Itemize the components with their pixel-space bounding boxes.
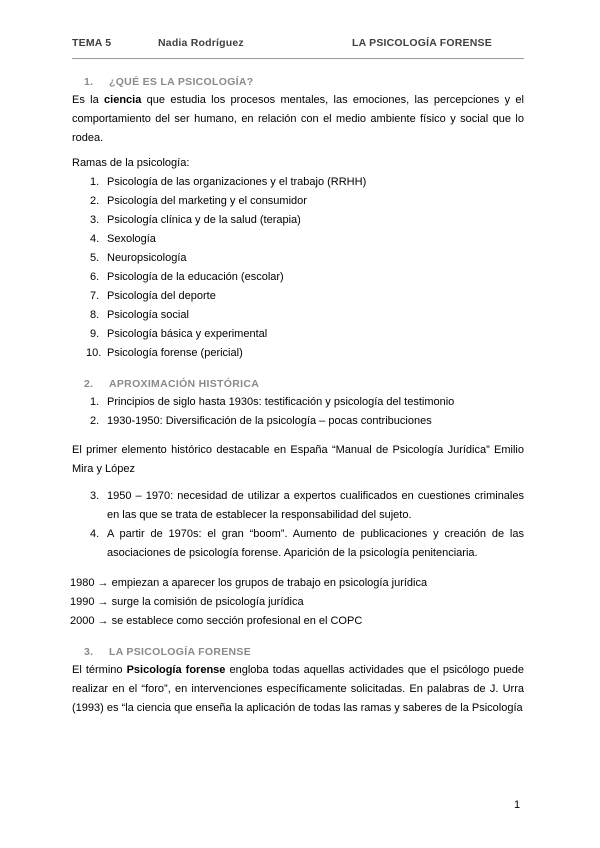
list-item (72, 487, 524, 525)
list-item (72, 287, 524, 306)
list-item (72, 211, 524, 230)
list-item-number: 4. (90, 233, 100, 245)
section-heading-2 (72, 375, 524, 393)
header-divider (72, 58, 524, 59)
list-item-text: Neuropsicología (107, 252, 187, 264)
paragraph-text: El término (72, 664, 127, 676)
list-item-text: Psicología del deporte (107, 290, 216, 302)
paragraph-text: engloba todas aquellas actividades que el psicólogo puede realizar en el “foro”, en intervenciones específicamente solicitadas. En palabras de J. Urra (1993) es “la ciencia que enseña la aplicación de todas las ramas y saberes de la Psicología (72, 664, 524, 714)
list-item-text: 1930-1950: Diversificación de la psicología – pocas contribuciones (107, 415, 432, 427)
timeline-entry: 1990 → surge la comisión de psicología jurídica (70, 596, 304, 608)
list-item (72, 230, 524, 249)
list-item-number: 4. (90, 528, 100, 540)
list-item-number: 2. (90, 415, 100, 427)
timeline-entry: 2000 → se establece como sección profesional en el COPC (70, 615, 363, 627)
list-item (72, 525, 524, 563)
list-item (72, 173, 524, 192)
section-title: ¿QUÉ ES LA PSICOLOGÍA? (109, 76, 254, 88)
list-item-text: Sexología (107, 233, 156, 245)
list-item-number: 1. (90, 396, 100, 408)
list-item-text: Psicología básica y experimental (107, 328, 268, 340)
timeline (70, 574, 524, 631)
list-item-number: 6. (90, 271, 100, 283)
list-item-text: Psicología del marketing y el consumidor (107, 195, 307, 207)
document-body (72, 69, 524, 718)
history-list-a (72, 393, 524, 431)
section1-intro (72, 91, 524, 148)
list-item-text: Psicología social (107, 309, 189, 321)
intro-text: que estudia los procesos mentales, las emociones, las percepciones y el comportamiento del ser humano, en relación con el medio ambiente físico y social que lo rodea. (72, 94, 524, 144)
list-item-text: Principios de siglo hasta 1930s: testificación y psicología del testimonio (107, 396, 455, 408)
list-item (72, 268, 524, 287)
list-item-text: 1950 – 1970: necesidad de utilizar a expertos cualificados en cuestiones criminales en las que se trata de establecer la responsabilidad del sujeto. (107, 490, 524, 521)
section-number: 3. (84, 646, 94, 658)
list-item-number: 2. (90, 195, 100, 207)
intro-text: Es la (72, 94, 105, 106)
list-item-number: 1. (90, 176, 100, 188)
list-item (72, 393, 524, 412)
list-item-number: 7. (90, 290, 100, 302)
header-topic: TEMA 5 (72, 37, 112, 49)
history-list-b (72, 487, 524, 563)
list-item-text: Psicología clínica y de la salud (terapia) (107, 214, 301, 226)
list-item (72, 412, 524, 431)
section3-paragraph (72, 661, 524, 718)
history-paragraph: El primer elemento histórico destacable en España “Manual de Psicología Jurídica” Emilio Mira y López (72, 444, 524, 475)
branches-label: Ramas de la psicología: (72, 157, 190, 169)
branches-list (72, 173, 524, 363)
list-item (72, 325, 524, 344)
section-title: APROXIMACIÓN HISTÓRICA (109, 378, 260, 390)
page-number: 1 (514, 799, 521, 811)
section-heading-1 (72, 73, 524, 91)
section-heading-3 (72, 643, 524, 661)
list-item (72, 249, 524, 268)
list-item (72, 344, 524, 363)
section-title: LA PSICOLOGÍA FORENSE (109, 646, 252, 658)
list-item-number: 9. (90, 328, 100, 340)
header-title: LA PSICOLOGÍA FORENSE (352, 37, 492, 49)
intro-bold-term: ciencia (104, 94, 142, 106)
header-author: Nadia Rodríguez (158, 37, 244, 49)
list-item-number: 8. (90, 309, 100, 321)
list-item-number: 3. (90, 214, 100, 226)
timeline-entry: 1980 → empiezan a aparecer los grupos de trabajo en psicología jurídica (70, 577, 428, 589)
list-item-text: Psicología de las organizaciones y el trabajo (RRHH) (107, 176, 367, 188)
paragraph-bold-term: Psicología forense (126, 664, 226, 676)
list-item-text: A partir de 1970s: el gran “boom”. Aumento de publicaciones y creación de las asociaciones de psicología forense. Aparición de la psicología penitenciaria. (107, 528, 524, 559)
list-item (72, 192, 524, 211)
list-item-number: 3. (90, 490, 100, 502)
section-number: 1. (84, 76, 94, 88)
list-item-number: 10. (86, 347, 102, 359)
section-number: 2. (84, 378, 94, 390)
list-item-number: 5. (90, 252, 100, 264)
list-item-text: Psicología de la educación (escolar) (107, 271, 284, 283)
list-item-text: Psicología forense (pericial) (107, 347, 243, 359)
list-item (72, 306, 524, 325)
